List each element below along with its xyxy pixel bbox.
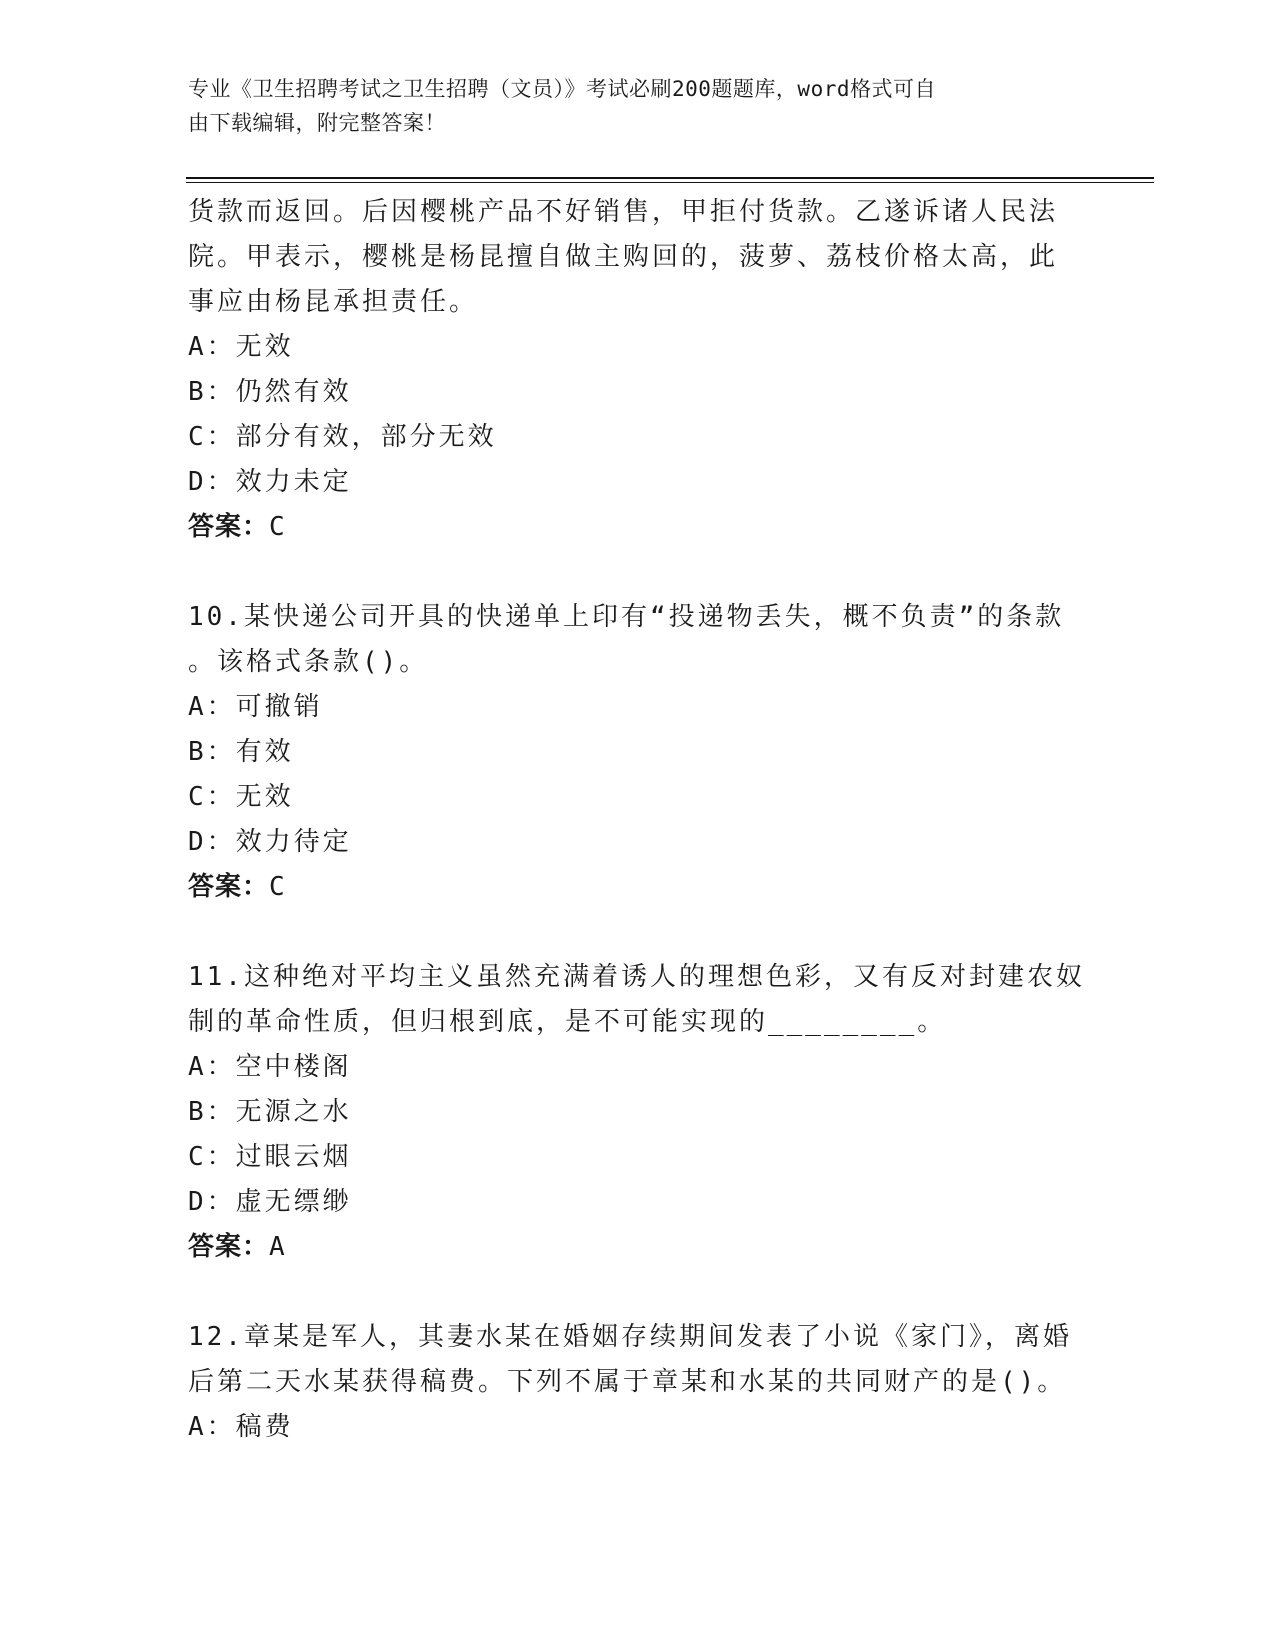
- question-10: [188, 595, 1088, 910]
- answer-value: C: [269, 512, 286, 542]
- option-b: B：仍然有效: [188, 377, 352, 407]
- option-a: A：稿费: [188, 1412, 294, 1442]
- option-a: A：可撤销: [188, 692, 323, 722]
- option-b: B：有效: [188, 737, 294, 767]
- question-text-line: 货款而返回。后因樱桃产品不好销售，甲拒付货款。乙遂诉诸人民法: [188, 197, 1059, 227]
- question-12: [188, 1315, 1088, 1450]
- answer-label: 答案：: [188, 1232, 270, 1262]
- answer-value: A: [269, 1232, 286, 1262]
- header-line-2: 由下载编辑，附完整答案！: [188, 111, 446, 135]
- header-divider-thick: [186, 177, 1154, 179]
- option-d: D：效力未定: [188, 467, 352, 497]
- header-divider-thin: [186, 182, 1154, 183]
- document-header: [188, 72, 1068, 140]
- answer-value: C: [269, 872, 286, 902]
- option-c: C：部分有效，部分无效: [188, 422, 497, 452]
- option-a: A：空中楼阁: [188, 1052, 352, 1082]
- answer-line: [188, 865, 1088, 910]
- answer-label: 答案：: [188, 512, 270, 542]
- option-c: C：无效: [188, 782, 294, 812]
- question-text-line: 事应由杨昆承担责任。: [188, 287, 479, 317]
- answer-label: 答案：: [188, 872, 270, 902]
- document-body: [188, 190, 1088, 1450]
- answer-line: [188, 1225, 1088, 1270]
- option-a: A：无效: [188, 332, 294, 362]
- question-text-line: 12.章某是军人，其妻水某在婚姻存续期间发表了小说《家门》，离婚: [188, 1322, 1072, 1352]
- question-text-line: 制的革命性质，但归根到底，是不可能实现的________。: [188, 1007, 947, 1037]
- question-text-line: 后第二天水某获得稿费。下列不属于章某和水某的共同财产的是()。: [188, 1367, 1067, 1397]
- question-text-line: 院。甲表示，樱桃是杨昆擅自做主购回的，菠萝、荔枝价格太高，此: [188, 242, 1059, 272]
- option-d: D：虚无缥缈: [188, 1187, 352, 1217]
- question-continued: [188, 190, 1088, 550]
- option-d: D：效力待定: [188, 827, 352, 857]
- header-line-1: 专业《卫生招聘考试之卫生招聘（文员）》考试必刷200题题库，word格式可自: [188, 77, 936, 101]
- question-text-line: 。该格式条款()。: [188, 647, 429, 677]
- option-b: B：无源之水: [188, 1097, 352, 1127]
- question-11: [188, 955, 1088, 1270]
- option-c: C：过眼云烟: [188, 1142, 352, 1172]
- question-text-line: 10.某快递公司开具的快递单上印有“投递物丢失，概不负责”的条款: [188, 602, 1065, 632]
- question-text-line: 11.这种绝对平均主义虽然充满着诱人的理想色彩，又有反对封建农奴: [188, 962, 1085, 992]
- answer-line: [188, 505, 1088, 550]
